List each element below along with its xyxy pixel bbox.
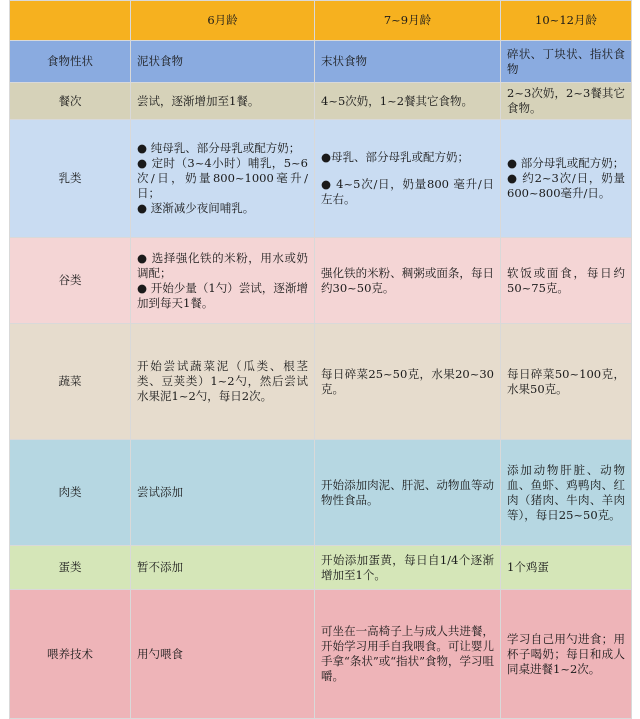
cell-text: 学习自己用勺进食；用杯子喝奶；每日和成人同桌进餐1~2次。 [507,631,625,676]
cell-text: ● 4~5次/日，奶量800 毫升/日左右。 [321,177,494,206]
cell-text: 尝试添加 [137,485,183,499]
row-label: 蛋类 [10,546,131,590]
row-grain [10,238,632,324]
row-meals [10,83,632,120]
cell-text: ● 约2~3次/日，奶量600~800毫升/日。 [507,171,625,200]
header-corner [10,1,131,41]
row-food-form [10,41,632,83]
cell-6-months [131,546,315,590]
cell-10-12-months [501,440,632,546]
cell-text: 每日碎菜25~50克，水果20~30克。 [321,366,494,396]
cell-text: 开始添加肉泥、肝泥、动物血等动物性食品。 [321,477,494,507]
cell-text: 可坐在一高椅子上与成人共进餐，开始学习用手自我喂食。可让婴儿手拿“条状”或“指状”食物，学习咀嚼。 [321,624,495,683]
header-7-9-months: 7~9月龄 [315,1,501,41]
cell-6-months [131,440,315,546]
cell-10-12-months [501,41,632,83]
cell-text: 泥状食物 [137,54,183,68]
row-meat [10,440,632,546]
row-feeding [10,590,632,719]
cell-text: ● 逐渐减少夜间哺乳。 [137,201,255,215]
line-spacer [321,165,494,177]
cell-10-12-months [501,120,632,238]
cell-7-9-months [315,120,501,238]
cell-text: ● 部分母乳或配方奶； [507,156,625,170]
cell-10-12-months [501,546,632,590]
table-body [10,1,632,719]
cell-text: ● 选择强化铁的米粉，用水或奶调配； [137,250,308,280]
cell-text: 暂不添加 [137,560,183,574]
row-label: 谷类 [10,238,131,324]
cell-text: ● 纯母乳、部分母乳或配方奶； [137,141,301,155]
row-label: 肉类 [10,440,131,546]
cell-text: 每日碎菜50~100克，水果50克。 [507,366,625,396]
cell-10-12-months [501,324,632,440]
cell-text: 碎状、丁块状、指状食物 [507,46,625,76]
row-vegetable [10,324,632,440]
cell-10-12-months [501,590,632,719]
row-label: 餐次 [10,83,131,120]
cell-6-months [131,324,315,440]
cell-7-9-months [315,590,501,719]
cell-6-months [131,41,315,83]
cell-text: 用勺喂食 [137,646,183,661]
cell-7-9-months [315,546,501,590]
infant-feeding-table [9,0,632,719]
cell-7-9-months [315,83,501,120]
header-row [10,1,632,41]
row-egg [10,546,632,590]
row-label: 食物性状 [10,41,131,83]
row-label: 喂养技术 [10,590,131,719]
row-label: 乳类 [10,120,131,238]
cell-7-9-months [315,440,501,546]
cell-text: 开始添加蛋黄，每日自1/4个逐渐增加至1个。 [321,552,494,582]
row-milk [10,120,632,238]
cell-text: 添加动物肝脏、动物血、鱼虾、鸡鸭肉、红肉（猪肉、牛肉、羊肉等），每日25~50克。 [507,462,625,522]
cell-text: 末状食物 [321,54,367,68]
cell-text: ●母乳、部分母乳或配方奶； [321,150,470,164]
header-6-months: 6月龄 [131,1,315,41]
cell-text: 开始尝试蔬菜泥（瓜类、根茎类、豆荚类）1~2勺，然后尝试水果泥1~2勺，每日2次。 [137,359,308,403]
cell-text: 1个鸡蛋 [507,560,549,574]
cell-7-9-months [315,41,501,83]
cell-7-9-months [315,238,501,324]
cell-text: 软饭或面食，每日约50~75克。 [507,265,625,295]
cell-text: ● 定时（3~4小时）哺乳，5~6次/日，奶量800~1000毫升/日； [137,156,308,200]
cell-6-months [131,120,315,238]
cell-7-9-months [315,324,501,440]
row-label: 蔬菜 [10,324,131,440]
cell-text: 2~3次奶，2~3餐其它食物。 [507,86,625,115]
cell-6-months [131,590,315,719]
cell-text: 强化铁的米粉、稠粥或面条，每日约30~50克。 [321,265,494,295]
cell-6-months [131,238,315,324]
header-10-12-months: 10~12月龄 [501,1,632,41]
cell-10-12-months [501,83,632,120]
cell-10-12-months [501,238,632,324]
cell-6-months [131,83,315,120]
cell-text: 尝试，逐渐增加至1餐。 [137,93,260,108]
cell-text: 4~5次奶，1~2餐其它食物。 [321,93,474,108]
cell-text: ● 开始少量（1勺）尝试，逐渐增加到每天1餐。 [137,280,308,310]
